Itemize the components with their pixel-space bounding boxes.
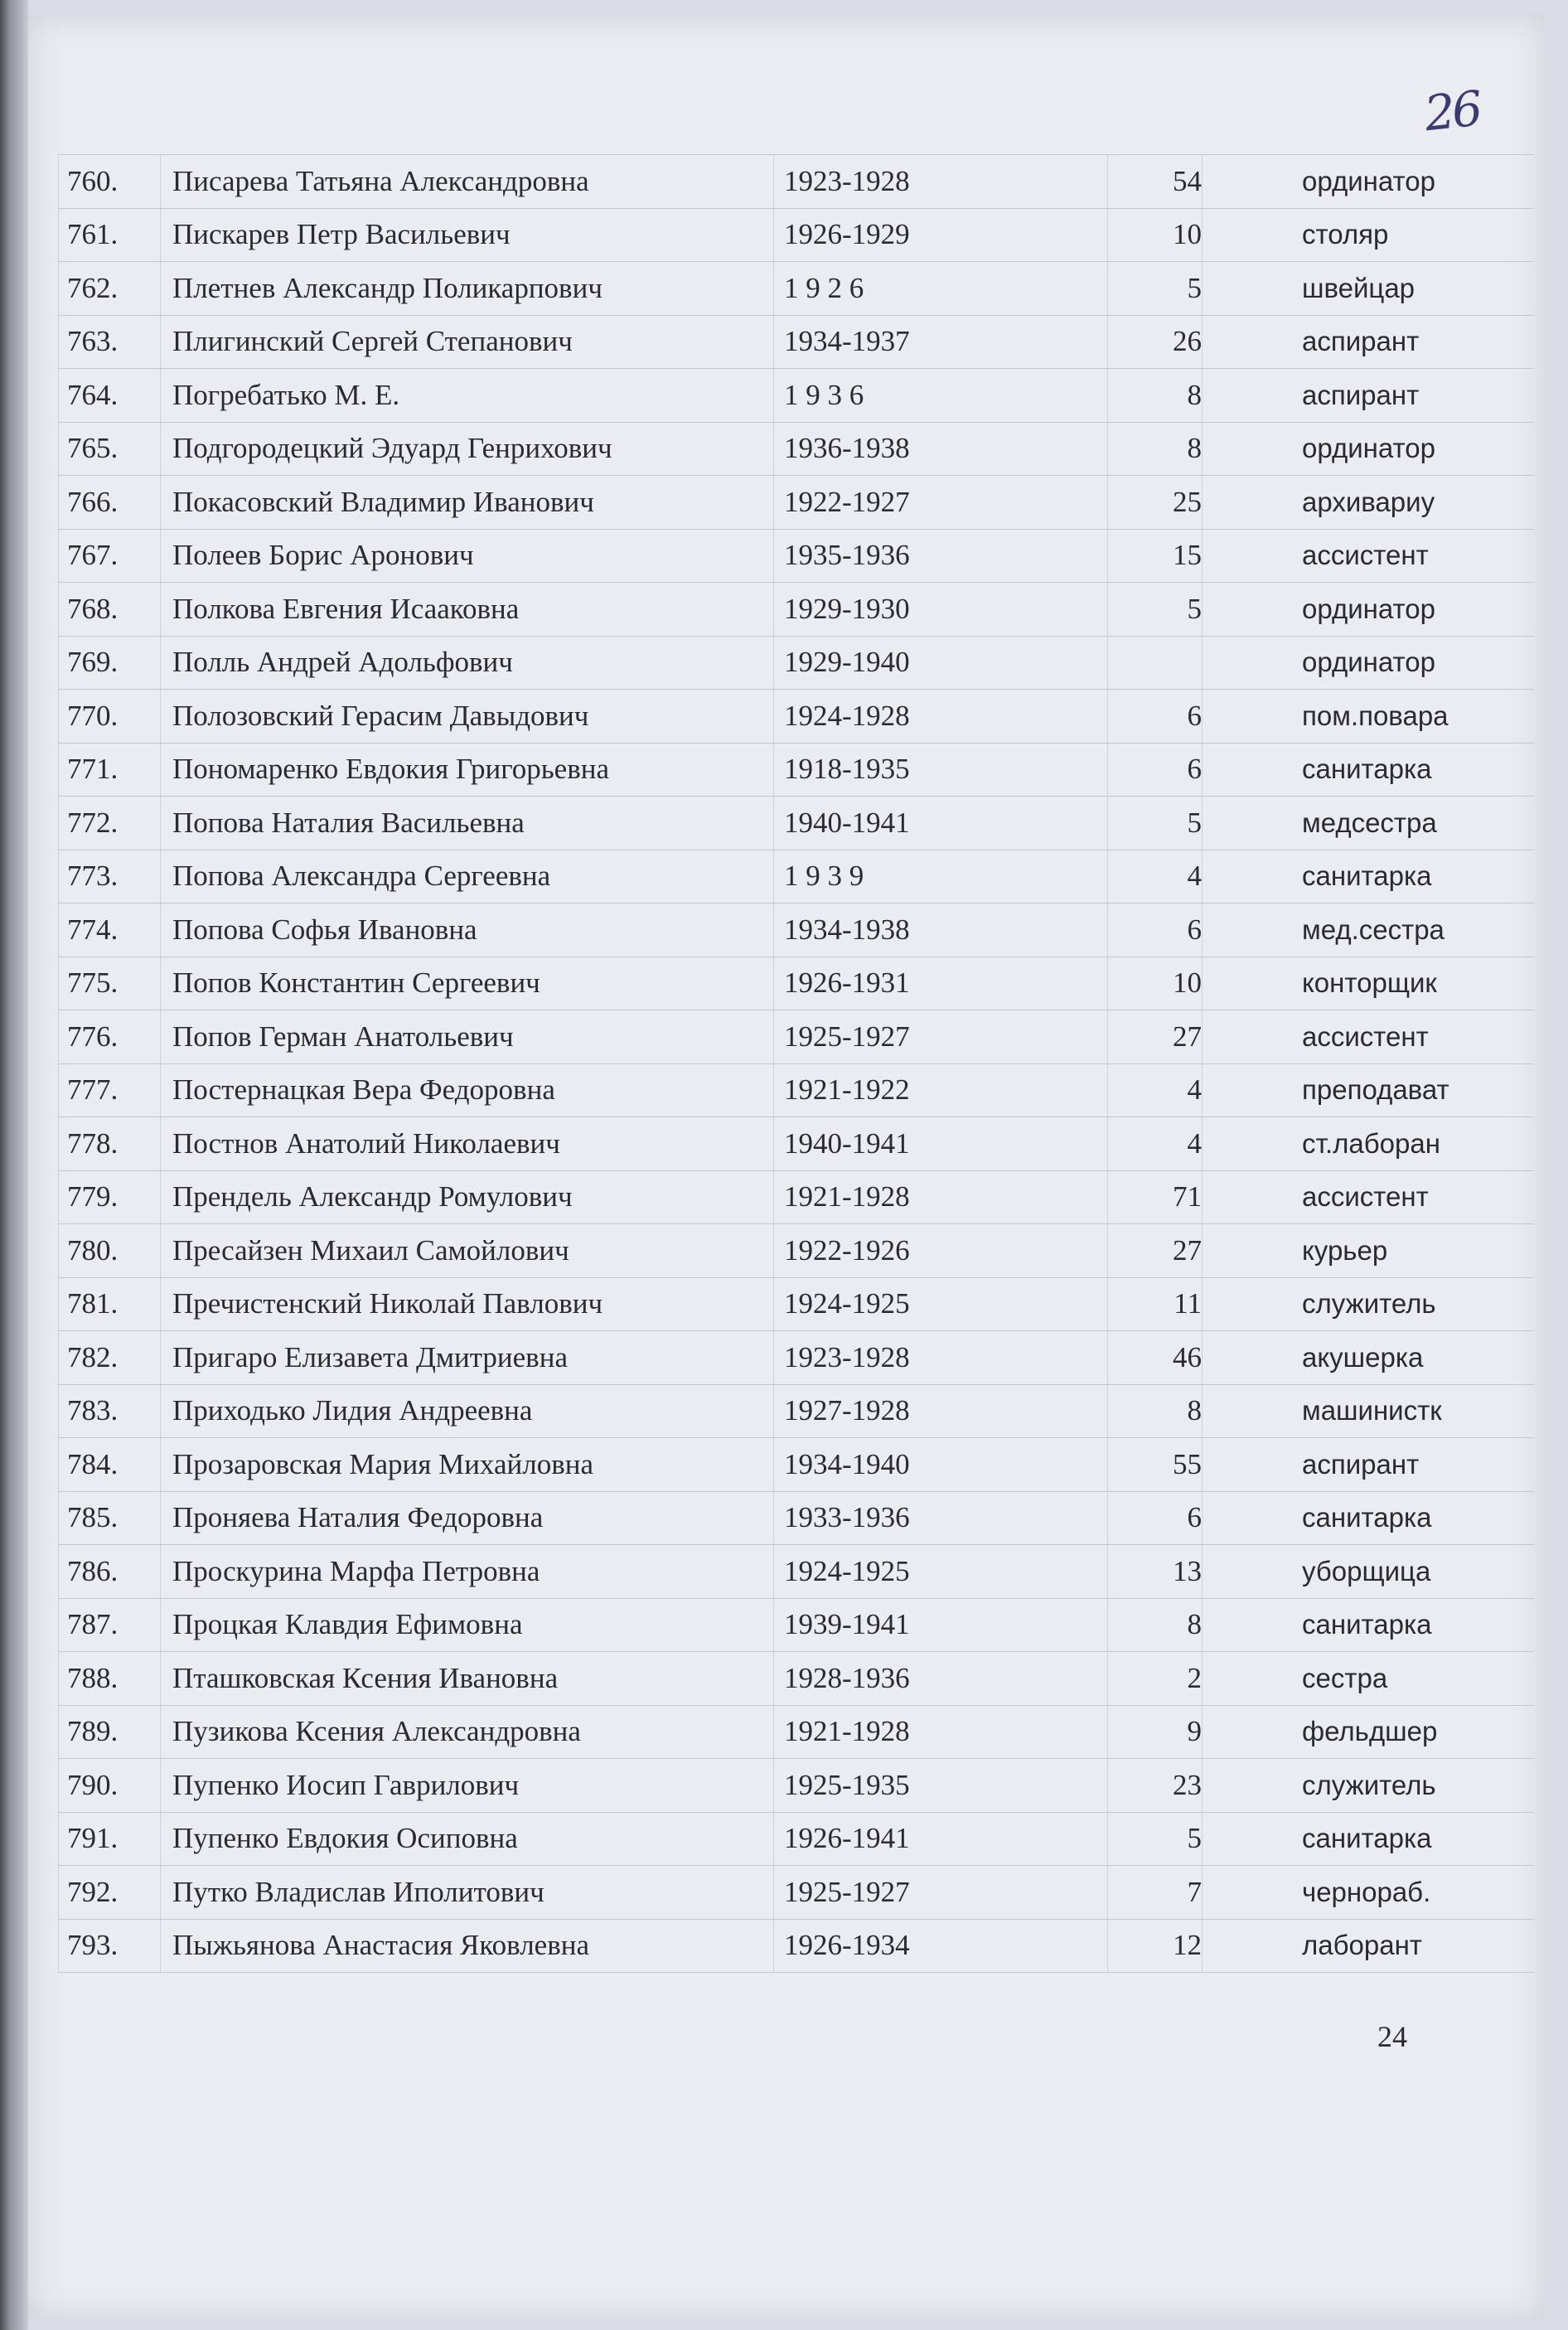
- person-name: Плетнев Александр Поликарпович: [161, 262, 774, 316]
- person-name: Постернацкая Вера Федоровна: [161, 1063, 774, 1117]
- person-name: Попов Константин Сергеевич: [161, 957, 774, 1010]
- row-number: 787.: [59, 1598, 161, 1652]
- table-row: [59, 1491, 1535, 1545]
- service-years: 1921-1928: [774, 1170, 1108, 1224]
- position-title: аспирант: [1203, 1438, 1535, 1492]
- service-years: 1926-1929: [774, 208, 1108, 262]
- record-count: 4: [1108, 850, 1203, 903]
- position-title: преподават: [1203, 1063, 1535, 1117]
- position-title: чернораб.: [1203, 1866, 1535, 1920]
- table-row: [59, 1063, 1535, 1117]
- person-name: Попова Софья Ивановна: [161, 903, 774, 957]
- handwritten-folio-number: 26: [1421, 80, 1483, 143]
- record-count: 54: [1108, 155, 1203, 209]
- row-number: 777.: [59, 1063, 161, 1117]
- person-name: Подгородецкий Эдуард Генрихович: [161, 422, 774, 476]
- record-count: 2: [1108, 1652, 1203, 1706]
- row-number: 770.: [59, 690, 161, 744]
- table-row: [59, 583, 1535, 637]
- record-count: 25: [1108, 476, 1203, 530]
- record-count: 8: [1108, 422, 1203, 476]
- row-number: 781.: [59, 1277, 161, 1331]
- record-count: 9: [1108, 1705, 1203, 1759]
- person-name: Покасовский Владимир Иванович: [161, 476, 774, 530]
- service-years: 1934-1937: [774, 315, 1108, 369]
- service-years: 1934-1940: [774, 1438, 1108, 1492]
- table-row: [59, 208, 1535, 262]
- row-number: 765.: [59, 422, 161, 476]
- service-years: 1921-1928: [774, 1705, 1108, 1759]
- record-count: 26: [1108, 315, 1203, 369]
- service-years: 1934-1938: [774, 903, 1108, 957]
- service-years: 1926-1931: [774, 957, 1108, 1010]
- service-years: 1929-1930: [774, 583, 1108, 637]
- position-title: уборщица: [1203, 1545, 1535, 1599]
- record-count: 6: [1108, 743, 1203, 797]
- record-count: 27: [1108, 1010, 1203, 1064]
- person-name: Погребатько М. Е.: [161, 369, 774, 423]
- row-number: 780.: [59, 1224, 161, 1278]
- person-name: Пупенко Евдокия Осиповна: [161, 1812, 774, 1866]
- table-row: [59, 315, 1535, 369]
- table-row: [59, 1170, 1535, 1224]
- table-row: [59, 1277, 1535, 1331]
- person-name: Пташковская Ксения Ивановна: [161, 1652, 774, 1706]
- position-title: ординатор: [1203, 583, 1535, 637]
- row-number: 767.: [59, 529, 161, 583]
- record-count: 23: [1108, 1759, 1203, 1813]
- row-number: 775.: [59, 957, 161, 1010]
- person-name: Пригаро Елизавета Дмитриевна: [161, 1331, 774, 1385]
- service-years: 1918-1935: [774, 743, 1108, 797]
- person-name: Пупенко Иосип Гаврилович: [161, 1759, 774, 1813]
- service-years: 1924-1925: [774, 1545, 1108, 1599]
- row-number: 764.: [59, 369, 161, 423]
- person-name: Постнов Анатолий Николаевич: [161, 1117, 774, 1171]
- record-count: 10: [1108, 957, 1203, 1010]
- row-number: 784.: [59, 1438, 161, 1492]
- position-title: ординатор: [1203, 422, 1535, 476]
- person-name: Проняева Наталия Федоровна: [161, 1491, 774, 1545]
- service-years: 1935-1936: [774, 529, 1108, 583]
- row-number: 763.: [59, 315, 161, 369]
- position-title: столяр: [1203, 208, 1535, 262]
- position-title: мед.сестра: [1203, 903, 1535, 957]
- table-row: [59, 529, 1535, 583]
- table-row: [59, 1652, 1535, 1706]
- table-row: [59, 1384, 1535, 1438]
- table-row: [59, 1117, 1535, 1171]
- table-row: [59, 903, 1535, 957]
- record-count: 12: [1108, 1919, 1203, 1973]
- record-count: 5: [1108, 797, 1203, 850]
- position-title: санитарка: [1203, 1812, 1535, 1866]
- table-row: [59, 262, 1535, 316]
- record-count: 46: [1108, 1331, 1203, 1385]
- position-title: санитарка: [1203, 743, 1535, 797]
- record-count: 13: [1108, 1545, 1203, 1599]
- service-years: 1925-1927: [774, 1866, 1108, 1920]
- row-number: 785.: [59, 1491, 161, 1545]
- row-number: 761.: [59, 208, 161, 262]
- row-number: 771.: [59, 743, 161, 797]
- record-count: [1108, 636, 1203, 690]
- table-row: [59, 1331, 1535, 1385]
- person-name: Проскурина Марфа Петровна: [161, 1545, 774, 1599]
- person-name: Полкова Евгения Исааковна: [161, 583, 774, 637]
- record-count: 11: [1108, 1277, 1203, 1331]
- service-years: 1923-1928: [774, 1331, 1108, 1385]
- position-title: фельдшер: [1203, 1705, 1535, 1759]
- row-number: 766.: [59, 476, 161, 530]
- service-years: 1939-1941: [774, 1598, 1108, 1652]
- service-years: 1929-1940: [774, 636, 1108, 690]
- position-title: архивариу: [1203, 476, 1535, 530]
- record-count: 7: [1108, 1866, 1203, 1920]
- person-name: Процкая Клавдия Ефимовна: [161, 1598, 774, 1652]
- position-title: машинистк: [1203, 1384, 1535, 1438]
- position-title: служитель: [1203, 1277, 1535, 1331]
- table-row: [59, 1438, 1535, 1492]
- table-row: [59, 690, 1535, 744]
- service-years: 1922-1926: [774, 1224, 1108, 1278]
- record-count: 4: [1108, 1117, 1203, 1171]
- record-count: 27: [1108, 1224, 1203, 1278]
- person-name: Попов Герман Анатольевич: [161, 1010, 774, 1064]
- person-name: Писарева Татьяна Александровна: [161, 155, 774, 209]
- position-title: служитель: [1203, 1759, 1535, 1813]
- personnel-table-body: [59, 155, 1535, 1973]
- row-number: 786.: [59, 1545, 161, 1599]
- record-count: 71: [1108, 1170, 1203, 1224]
- record-count: 8: [1108, 369, 1203, 423]
- service-years: 1926-1941: [774, 1812, 1108, 1866]
- position-title: курьер: [1203, 1224, 1535, 1278]
- position-title: ординатор: [1203, 636, 1535, 690]
- table-row: [59, 1705, 1535, 1759]
- service-years: 1936-1938: [774, 422, 1108, 476]
- row-number: 792.: [59, 1866, 161, 1920]
- record-count: 6: [1108, 690, 1203, 744]
- service-years: 1 9 3 6: [774, 369, 1108, 423]
- row-number: 772.: [59, 797, 161, 850]
- person-name: Пыжьянова Анастасия Яковлевна: [161, 1919, 774, 1973]
- record-count: 5: [1108, 262, 1203, 316]
- service-years: 1927-1928: [774, 1384, 1108, 1438]
- record-count: 10: [1108, 208, 1203, 262]
- position-title: ассистент: [1203, 1010, 1535, 1064]
- row-number: 778.: [59, 1117, 161, 1171]
- person-name: Путко Владислав Иполитович: [161, 1866, 774, 1920]
- table-row: [59, 1598, 1535, 1652]
- row-number: 790.: [59, 1759, 161, 1813]
- service-years: 1922-1927: [774, 476, 1108, 530]
- table-row: [59, 957, 1535, 1010]
- row-number: 789.: [59, 1705, 161, 1759]
- person-name: Полль Андрей Адольфович: [161, 636, 774, 690]
- table-row: [59, 850, 1535, 903]
- row-number: 762.: [59, 262, 161, 316]
- person-name: Плигинский Сергей Степанович: [161, 315, 774, 369]
- row-number: 773.: [59, 850, 161, 903]
- person-name: Пузикова Ксения Александровна: [161, 1705, 774, 1759]
- person-name: Пискарев Петр Васильевич: [161, 208, 774, 262]
- person-name: Полозовский Герасим Давыдович: [161, 690, 774, 744]
- record-count: 55: [1108, 1438, 1203, 1492]
- table-row: [59, 422, 1535, 476]
- service-years: 1940-1941: [774, 1117, 1108, 1171]
- row-number: 783.: [59, 1384, 161, 1438]
- table-row: [59, 369, 1535, 423]
- position-title: ассистент: [1203, 529, 1535, 583]
- table-row: [59, 1866, 1535, 1920]
- row-number: 769.: [59, 636, 161, 690]
- service-years: 1925-1935: [774, 1759, 1108, 1813]
- person-name: Полеев Борис Аронович: [161, 529, 774, 583]
- position-title: конторщик: [1203, 957, 1535, 1010]
- table-row: [59, 1919, 1535, 1973]
- position-title: лаборант: [1203, 1919, 1535, 1973]
- table-row: [59, 743, 1535, 797]
- record-count: 5: [1108, 583, 1203, 637]
- table-row: [59, 1010, 1535, 1064]
- position-title: пом.повара: [1203, 690, 1535, 744]
- position-title: аспирант: [1203, 369, 1535, 423]
- table-row: [59, 1759, 1535, 1813]
- record-count: 6: [1108, 1491, 1203, 1545]
- table-row: [59, 1812, 1535, 1866]
- row-number: 768.: [59, 583, 161, 637]
- table-row: [59, 155, 1535, 209]
- service-years: 1940-1941: [774, 797, 1108, 850]
- row-number: 791.: [59, 1812, 161, 1866]
- position-title: санитарка: [1203, 850, 1535, 903]
- service-years: 1933-1936: [774, 1491, 1108, 1545]
- service-years: 1924-1925: [774, 1277, 1108, 1331]
- person-name: Пречистенский Николай Павлович: [161, 1277, 774, 1331]
- service-years: 1928-1936: [774, 1652, 1108, 1706]
- service-years: 1921-1922: [774, 1063, 1108, 1117]
- position-title: санитарка: [1203, 1491, 1535, 1545]
- row-number: 779.: [59, 1170, 161, 1224]
- personnel-table: [58, 154, 1534, 1973]
- record-count: 4: [1108, 1063, 1203, 1117]
- position-title: сестра: [1203, 1652, 1535, 1706]
- service-years: 1926-1934: [774, 1919, 1108, 1973]
- row-number: 782.: [59, 1331, 161, 1385]
- row-number: 793.: [59, 1919, 161, 1973]
- position-title: медсестра: [1203, 797, 1535, 850]
- row-number: 788.: [59, 1652, 161, 1706]
- service-years: 1923-1928: [774, 155, 1108, 209]
- person-name: Пономаренко Евдокия Григорьевна: [161, 743, 774, 797]
- position-title: ст.лаборан: [1203, 1117, 1535, 1171]
- position-title: швейцар: [1203, 262, 1535, 316]
- person-name: Приходько Лидия Андреевна: [161, 1384, 774, 1438]
- position-title: акушерка: [1203, 1331, 1535, 1385]
- service-years: 1925-1927: [774, 1010, 1108, 1064]
- binding-edge: [0, 0, 28, 2330]
- person-name: Попова Наталия Васильевна: [161, 797, 774, 850]
- table-row: [59, 797, 1535, 850]
- record-count: 5: [1108, 1812, 1203, 1866]
- table-row: [59, 1224, 1535, 1278]
- person-name: Прозаровская Мария Михайловна: [161, 1438, 774, 1492]
- service-years: 1 9 3 9: [774, 850, 1108, 903]
- row-number: 774.: [59, 903, 161, 957]
- person-name: Пресайзен Михаил Самойлович: [161, 1224, 774, 1278]
- person-name: Попова Александра Сергеевна: [161, 850, 774, 903]
- service-years: 1924-1928: [774, 690, 1108, 744]
- record-count: 6: [1108, 903, 1203, 957]
- service-years: 1 9 2 6: [774, 262, 1108, 316]
- record-count: 15: [1108, 529, 1203, 583]
- table-row: [59, 476, 1535, 530]
- person-name: Прендель Александр Ромулович: [161, 1170, 774, 1224]
- table-row: [59, 1545, 1535, 1599]
- record-count: 8: [1108, 1384, 1203, 1438]
- record-count: 8: [1108, 1598, 1203, 1652]
- table-row: [59, 636, 1535, 690]
- page-number: 24: [1377, 2020, 1407, 2053]
- row-number: 776.: [59, 1010, 161, 1064]
- position-title: ассистент: [1203, 1170, 1535, 1224]
- row-number: 760.: [59, 155, 161, 209]
- position-title: санитарка: [1203, 1598, 1535, 1652]
- position-title: аспирант: [1203, 315, 1535, 369]
- position-title: ординатор: [1203, 155, 1535, 209]
